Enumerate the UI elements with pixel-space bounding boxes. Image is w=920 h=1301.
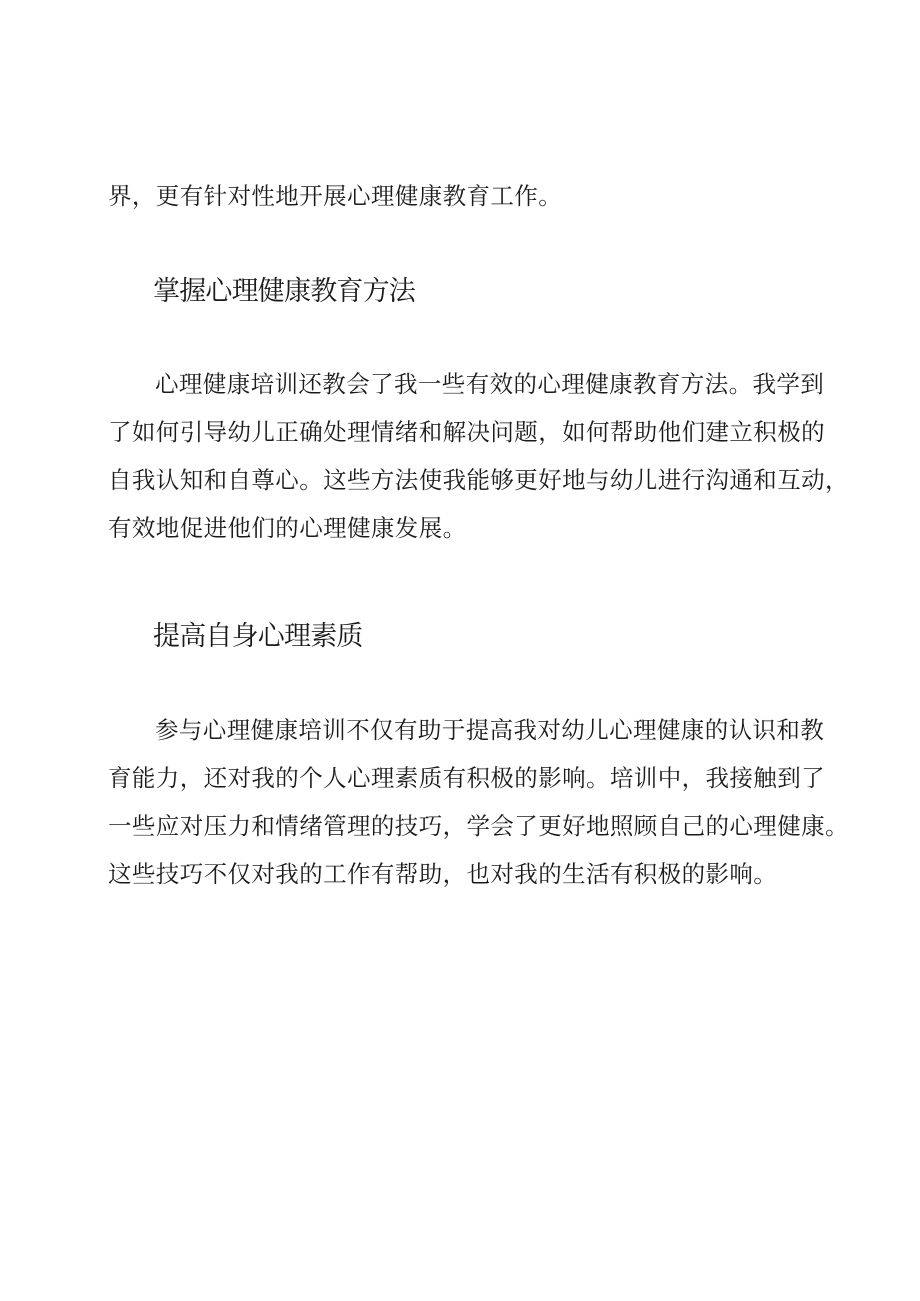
paragraph-line: 育能力，还对我的个人心理素质有积极的影响。培训中，我接触到了 [108, 764, 825, 792]
paragraph-line: 参与心理健康培训不仅有助于提高我对幼儿心理健康的认识和教 [155, 716, 825, 744]
section-heading-psychological-quality: 提高自身心理素质 [153, 621, 363, 652]
paragraph-line: 了如何引导幼儿正确处理情绪和解决问题，如何帮助他们建立积极的 [108, 418, 825, 446]
continuation-line: 界，更有针对性地开展心理健康教育工作。 [108, 182, 563, 210]
paragraph-line: 这些技巧不仅对我的工作有帮助，也对我的生活有积极的影响。 [108, 860, 778, 888]
section-heading-methods: 掌握心理健康教育方法 [153, 276, 415, 307]
paragraph-line: 一些应对压力和情绪管理的技巧，学会了更好地照顾自己的心理健康。 [108, 812, 849, 840]
paragraph-line: 有效地促进他们的心理健康发展。 [108, 514, 467, 542]
paragraph-line: 心理健康培训还教会了我一些有效的心理健康教育方法。我学到 [155, 370, 825, 398]
paragraph-line: 自我认知和自尊心。这些方法使我能够更好地与幼儿进行沟通和互动， [108, 466, 849, 494]
